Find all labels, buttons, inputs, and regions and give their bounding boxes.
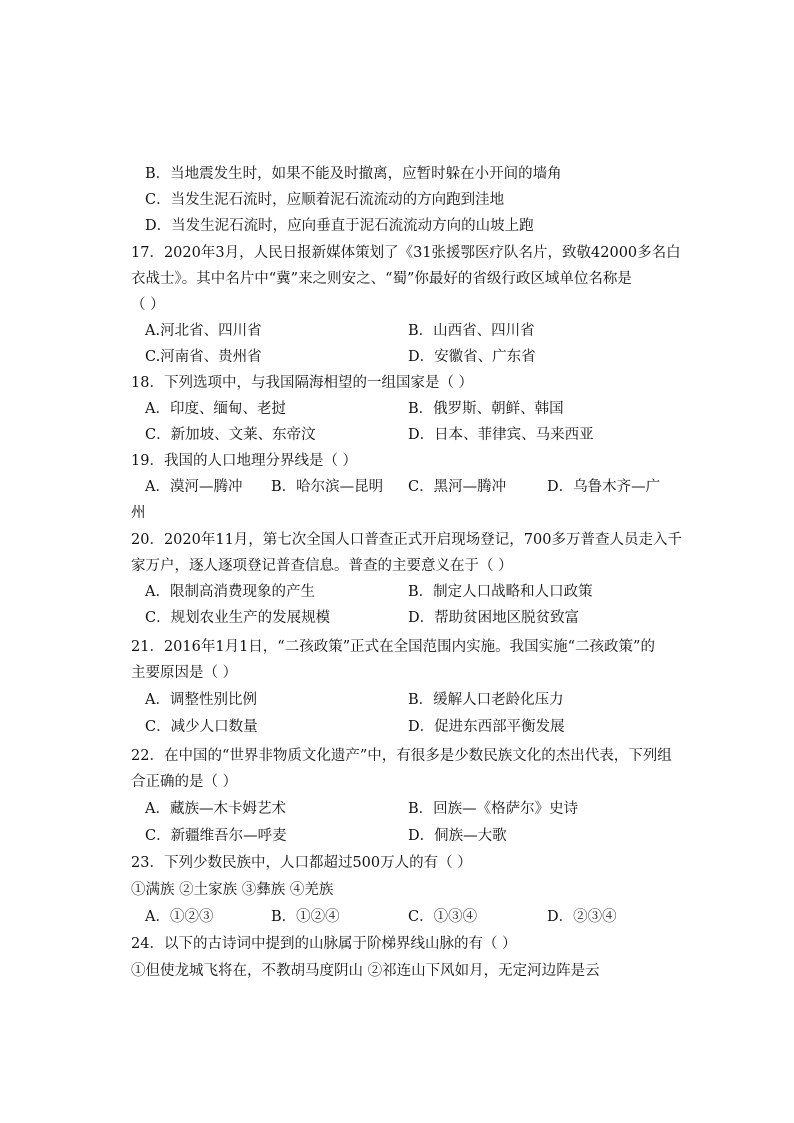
q21-stem-line2: 主要原因是（ ）: [131, 665, 238, 681]
q19-stem: 19．我国的人口地理分界线是（ ）: [131, 453, 358, 469]
q23-option-b: B．①②④: [271, 909, 340, 925]
q18-option-c: C．新加坡、文莱、东帝汶: [145, 427, 316, 443]
q18-stem: 18．下列选项中，与我国隔海相望的一组国家是（ ）: [131, 375, 474, 391]
q22-option-c: C．新疆维吾尔—呼麦: [145, 828, 287, 844]
q19-option-c: C．黑河—腾冲: [408, 479, 507, 495]
q17-stem-line2: 衣战士》。其中名片中“冀”来之则安之、“蜀”你最好的省级行政区域单位名称是: [131, 271, 632, 287]
q21-option-d: D．促进东西部平衡发展: [408, 719, 565, 735]
q24-stem-line2: ①但使龙城飞将在，不教胡马度阴山 ②祁连山下风如月，无定河边阵是云: [131, 963, 600, 979]
q16-option-b: B．当地震发生时，如果不能及时撤离，应暂时躲在小开间的墙角: [145, 166, 562, 182]
q22-stem-line2: 合正确的是（ ）: [131, 774, 238, 790]
q23-option-c: C．①③④: [408, 909, 478, 925]
q20-option-c: C．规划农业生产的发展规模: [145, 610, 331, 626]
q19-option-a: A．漠河—腾冲: [145, 479, 243, 495]
q19-option-b: B．哈尔滨—昆明: [271, 479, 384, 495]
q23-option-d: D．②③④: [547, 909, 617, 925]
q16-option-c: C．当发生泥石流时，应顺着泥石流流动的方向跑到洼地: [145, 192, 505, 208]
q23-stem-line2: ①满族 ②土家族 ③彝族 ④羌族: [131, 882, 334, 898]
q17-stem-line3: （ ）: [131, 297, 165, 313]
q17-option-d: D．安徽省、广东省: [408, 349, 536, 365]
q16-option-d: D．当发生泥石流时，应向垂直于泥石流流动方向的山坡上跑: [145, 218, 534, 234]
q17-option-b: B．山西省、四川省: [408, 323, 535, 339]
q20-option-b: B．制定人口战略和人口政策: [408, 584, 593, 600]
q21-stem-line1: 21．2016年1月1日，“二孩政策”正式在全国范围内实施。我国实施“二孩政策”的: [131, 639, 655, 655]
q17-option-c: C.河南省、贵州省: [145, 349, 262, 365]
q22-stem-line1: 22．在中国的“世界非物质文化遗产”中，有很多是少数民族文化的杰出代表，下列组: [131, 748, 672, 764]
q23-stem-line1: 23．下列少数民族中，人口都超过500万人的有（ ）: [131, 855, 472, 871]
q20-option-a: A．限制高消费现象的产生: [145, 584, 315, 600]
q20-stem-line2: 家万户，逐人逐项登记普查信息。普查的主要意义在于（ ）: [131, 558, 513, 574]
q23-option-a: A．①②③: [145, 909, 214, 925]
q21-option-b: B．缓解人口老龄化压力: [408, 692, 564, 708]
q18-option-d: D．日本、菲律宾、马来西亚: [408, 427, 594, 443]
q18-option-b: B．俄罗斯、朝鲜、韩国: [408, 401, 564, 417]
q24-stem-line1: 24．以下的古诗词中提到的山脉属于阶梯界线山脉的有（ ）: [131, 936, 517, 952]
q22-option-d: D．侗族—大歌: [408, 828, 507, 844]
q21-option-a: A．调整性别比例: [145, 692, 257, 708]
q17-option-a: A.河北省、四川省: [145, 323, 262, 339]
q19-option-d: D．乌鲁木齐—广: [547, 479, 661, 495]
q21-option-c: C．减少人口数量: [145, 719, 258, 735]
q20-option-d: D．帮助贫困地区脱贫致富: [408, 610, 580, 626]
q20-stem-line1: 20．2020年11月，第七次全国人口普查正式开启现场登记，700多万普查人员走入千: [131, 532, 682, 548]
q18-option-a: A．印度、缅甸、老挝: [145, 401, 286, 417]
q19-option-d-continued: 州: [131, 505, 146, 521]
q22-option-b: B．回族—《格萨尔》史诗: [408, 801, 579, 817]
q22-option-a: A．藏族—木卡姆艺术: [145, 801, 286, 817]
q17-stem-line1: 17．2020年3月，人民日报新媒体策划了《31张援鄂医疗队名片，致敬42000多名白: [131, 245, 681, 261]
